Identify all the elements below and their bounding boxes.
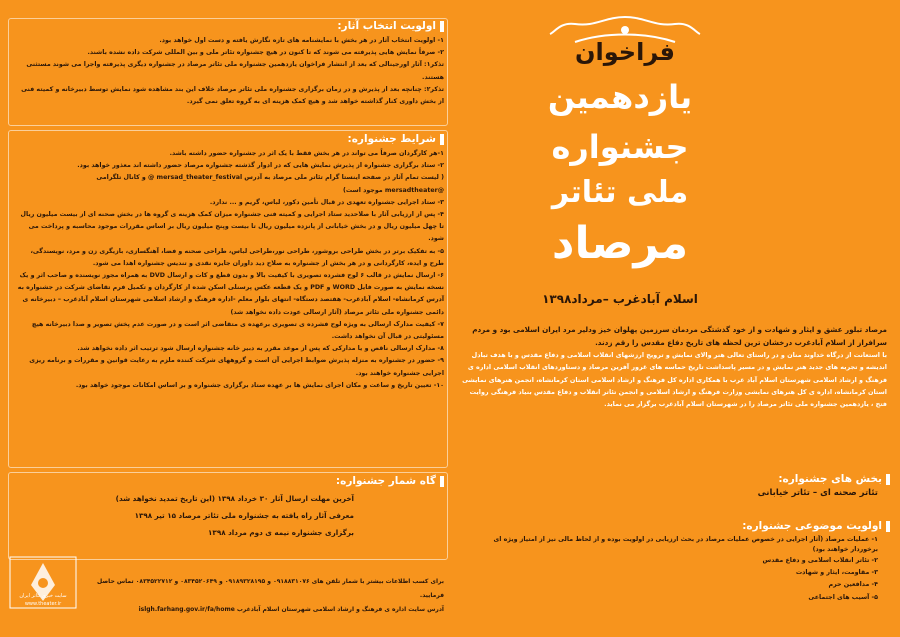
topics-section bbox=[470, 520, 890, 604]
list-item: ۶- ارسال نمایش در قالب ۶ لوح فشرده تصویری با کیفیت بالا و بدون قطع و کات و ارسال DVD به همراه مجوز نویسنده و صاحب اثر و یک نسخه نمایش به صورت فایل WORD و PDF و یک قطعه عکس پرسنلی اسکن شده از کارگردان و تکمیل فرم تقاضای شرکت در جشنواره به آدرس کرمانشاه- اسلام آبادغرب- هفتصد دستگاه- انتهای بلوار معلم -اداره فرهنگ و ارشاد اسلامی شهرستان اسلام آبادغرب – دبیرخانه ی دائمی جشنواره ملی تئاتر مرصاد (آثار ارسالی عودت داده نخواهد شد) bbox=[17, 272, 444, 316]
calendar-section bbox=[14, 475, 444, 541]
title-line4: مرصاد bbox=[551, 218, 689, 269]
section-bullet-icon bbox=[886, 474, 890, 485]
list-item: معرفی آثار راه یافته به جشنواره ملی تئاتر مرصاد ۱۵ تیر ۱۳۹۸ bbox=[134, 511, 354, 520]
list-item: برگزاری جشنواره نیمه ی دوم مرداد ۱۳۹۸ bbox=[208, 528, 354, 537]
list-item: تذکر۲: چنانچه بعد از پذیرش و در زمان برگزاری جشنواره ملی تئاتر مرصاد خلاف این بند مشاهده شود نمایش توسط دبیرخانه و کمیته فنی از بخش داوری کنار گذاشته خواهد شد و هیچ کمک هزینه ای به گروه تعلق نمی گیرد. bbox=[21, 85, 444, 106]
section-bullet-icon bbox=[440, 134, 444, 145]
title-line2: جشنواره bbox=[551, 128, 689, 166]
list-item: ۳- ستاد اجرایی جشنواره تعهدی در قبال تأمین دکور، لباس، گریم و ... ندارد. bbox=[209, 198, 444, 206]
list-item: ۲- صرفاً نمایش هایی پذیرفته می شوند که تا کنون در هیچ جشنواره تئاتر ملی و بین المللی شرکت داده نشده باشند. bbox=[87, 49, 444, 57]
section-bullet-icon bbox=[440, 21, 444, 32]
theater-site-logo bbox=[8, 555, 78, 610]
title-line1: یازدهمین bbox=[547, 78, 693, 116]
list-item: @mersadtheater موجود است) bbox=[343, 186, 444, 194]
list-item: ۹- حضور در جشنواره به منزله پذیرش ضوابط اجرایی آن است و گروههای شرکت کننده ملزم به رعایت قوانین و مقررات و برنامه ریزی اجرایی جشنواره خواهند بود. bbox=[29, 357, 444, 377]
list-item: ۱- اولویت انتخاب آثار در هر بخش با نمایشنامه های تازه نگارش یافته و دست اول خواهد بود. bbox=[159, 37, 444, 44]
list-item: ۱۰- تعیین تاریخ و ساعت و مکان اجرای نمایش ها بر عهده ستاد برگزاری جشنواره و بر اساس امکانات موجود خواهد بود. bbox=[75, 381, 444, 389]
logo-url: www.theater.ir bbox=[24, 601, 62, 607]
calendar-list bbox=[14, 490, 444, 541]
section-bullet-icon bbox=[440, 476, 444, 487]
list-item: ۱- عملیات مرصاد (آثار اجرایی در خصوص عملیات مرصاد در بحث ارزیابی در اولویت بوده و از لحاظ مالی نیز از امتیاز ویژه ای برخوردار خواهند بود) bbox=[493, 536, 878, 553]
sections-title-row bbox=[470, 473, 890, 485]
priority-title: اولویت انتخاب آثار: bbox=[337, 20, 436, 32]
list-item: ۳- مقاومت، ایثار و شهادت bbox=[795, 569, 878, 577]
conditions-section bbox=[14, 133, 444, 392]
priority-list bbox=[14, 35, 444, 108]
list-item: ۷- کیفیت مدارک ارسالی به ویژه لوح فشرده ی تصویری برعهده ی متقاضی اثر است و در صورت عدم پخش تصویر و صدا دبیرخانه هیچ مسئولیتی در قبال آن نخواهد داشت. bbox=[31, 320, 444, 341]
conditions-title-row bbox=[14, 133, 444, 145]
sections-value: تئاتر صحنه ای – تئاتر خیابانی bbox=[757, 488, 878, 498]
list-item: ۲- تئاتر انقلاب اسلامی و دفاع مقدس bbox=[762, 557, 878, 564]
title-line3: ملی تئاتر bbox=[551, 175, 689, 210]
conditions-title: شرایط جشنواره: bbox=[347, 133, 436, 145]
list-item: تذکر۱: آثار اورجینالی که بعد از انتشار فراخوان یازدهمین جشنواره ملی تئاتر مرصاد در جشنواره دیگری پذیرفته واجرا می شوند مستثنی هستند. bbox=[26, 61, 444, 81]
topics-list bbox=[470, 535, 878, 604]
priority-section bbox=[14, 20, 444, 108]
intro-text bbox=[462, 323, 887, 410]
sections-title: بخش های جشنواره: bbox=[778, 473, 882, 485]
list-item: ۵- آسیب های اجتماعی bbox=[808, 593, 878, 601]
festival-sections bbox=[470, 473, 890, 498]
topics-title: اولویت موضوعی جشنواره: bbox=[742, 520, 882, 532]
title-farakhan: فراخوان bbox=[575, 38, 675, 66]
logo-text: سایت خبری تئاتر ایران bbox=[19, 593, 67, 599]
list-item: ۵- به تفکیک برتر در بخش طراحی بروشور، طراحی نور،طراحی لباس، طراحی صحنه و فضا، آهنگسازی، بازیگری زن و مرد، نویسندگی، طرح و ایده، کارگردانی و در هر بخش از جشنواره به صلاح دید داوران جایزه نقدی و تندیس جشنواره اهدا می شود. bbox=[30, 247, 444, 267]
list-item: ۸- مدارک ارسالی ناقص و یا مدارکی که پس از موعد مقرر به دبیر خانه جشنواره ارسال شود ترتیب اثر داده نخواهد شد. bbox=[77, 345, 444, 353]
calendar-title-row bbox=[14, 475, 444, 487]
contact-block bbox=[90, 575, 444, 617]
list-item: ۴- پس از ارزیابی آثار با صلاحدید ستاد اجرایی و کمیته فنی جشنواره میزان کمک هزینه ی گروه ها در بخش صحنه ای از بیست میلیون ریال تا چهل میلیون ریال و در بخش خیابانی از پانزده میلیون ریال تا بیست وپنج میلیون ریال بر اساس مقررات موجود محاسبه و پرداخت می شود. bbox=[20, 211, 444, 243]
intro-lead: مرصاد تبلور عشق و ایثار و شهادت و از خود گذشتگی مردمان سرزمین پهلوان خیز ودلیر مرد ایران اسلامی بود و مردم سرافراز از اسلام آبادغرب درخشان ترین لحظه های تاریخ دفاع مقدس را رقم زدند. bbox=[472, 325, 887, 347]
topics-title-row bbox=[470, 520, 890, 532]
priority-title-row bbox=[14, 20, 444, 32]
contact-website: آدرس سایت اداره ی فرهنگ و ارشاد اسلامی شهرستان اسلام آبادغرب islgh.farhang.gov.ir/fa/home bbox=[138, 606, 444, 613]
list-item: ۱-هر کارگردان صرفاً می تواند در هر بخش فقط با یک اثر در جشنواره حضور داشته باشد. bbox=[169, 150, 444, 157]
list-item: ۴- مدافعین حرم bbox=[828, 581, 878, 589]
list-item: آخرین مهلت ارسال آثار ۳۰ خرداد ۱۳۹۸ (این تاریخ تمدید نخواهد شد) bbox=[115, 494, 354, 503]
intro-body: با استعانت از درگاه خداوند منان و در راستای تعالی هنر والای نمایش و ترویج ارزشهای انقلاب اسلامی و دفاع مقدس و با هدف تبادل اندیشه و تجربه های جدید هنر نمایش و در مسیر پاسداشت تاریخ حماسه های غرور آفرین مرصاد و دستاوردهای انقلاب اسلامی اداره ی فرهنگ و ارشاد اسلامی شهرستان اسلام آباد غرب با همکاری اداره کل فرهنگ و ارشاد اسلامی استان کرمانشاه، انجمن هنرهای نمایشی استان کرمانشاه، اداره ی کل هنرهای نمایشی وزارت فرهنگ و ارشاد اسلامی و انجمن تئاتر انقلاب و دفاع مقدس بنیاد فرهنگی روایت فتح ، یازدهمین جشنواره ملی تئاتر مرصاد را در شهرستان اسلام آبادغرب برگزار می نماید. bbox=[462, 351, 887, 409]
place-date: اسلام آبادغرب –مرداد۱۳۹۸ bbox=[542, 292, 698, 306]
conditions-list bbox=[14, 148, 444, 392]
calendar-title: گاه شمار جشنواره: bbox=[335, 475, 436, 487]
list-item: ( لیست تمام آثار در صفحه اینستا گرام تئاتر ملی مرصاد به آدرس mersad_theater_festival @ و کانال تلگرامی bbox=[96, 174, 444, 182]
contact-phones: برای کسب اطلاعات بیشتر با شمار تلفن های ۰۹۱۸۸۳۱۰۷۶ و ۰۹۱۸۹۳۲۸۱۹۵ و ۰۸۳۴۵۲۰۶۴۹ و ۰۸۳۴۵۲۲۷۱۲ تماس حاصل فرمایید. bbox=[97, 578, 444, 599]
section-bullet-icon bbox=[886, 521, 890, 532]
list-item: ۲- ستاد برگزاری جشنواره از پذیرش نمایش هایی که در ادوار گذشته جشنواره مرصاد حضور داشته اند معذور خواهد بود. bbox=[77, 162, 444, 170]
